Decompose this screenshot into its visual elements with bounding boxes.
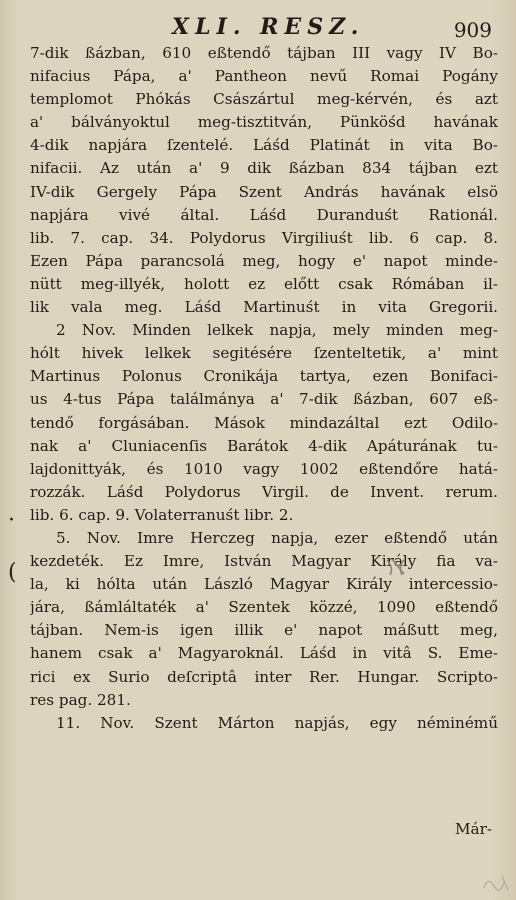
ink-scribble-icon bbox=[384, 556, 410, 578]
text-line: IV-dik Gergely Pápa Szent András havának elsö bbox=[30, 182, 498, 201]
text-line: res pag. 281. bbox=[30, 690, 131, 709]
text-line: templomot Phókás Császártul meg-kérvén, és azt bbox=[30, 90, 498, 109]
text-line: nütt meg-illyék, holott ez előtt csak Rómában il- bbox=[30, 274, 498, 293]
text-line: hanem csak a' Magyaroknál. Láśd in vitâ S. Eme- bbox=[30, 644, 498, 663]
text-line: hólt hivek lelkek segitésére ſzenteltetik, a' mint bbox=[30, 344, 498, 363]
catchword: Már- bbox=[455, 820, 492, 838]
body-text bbox=[30, 42, 498, 735]
text-line: 2 Nov. Minden lelkek napja, mely minden meg- bbox=[56, 321, 498, 340]
text-line: tájban. Nem-is igen illik e' napot máßutt meg, bbox=[30, 621, 498, 640]
margin-bracket: ( bbox=[8, 560, 17, 585]
text-line: Ezen Pápa parancsolá meg, hogy e' napot minde- bbox=[30, 251, 498, 270]
text-line: jára, ßámláltaték a' Szentek közzé, 1090 eßtendő bbox=[30, 598, 498, 617]
text-line: Martinus Polonus Cronikája tartya, ezen Bonifaci- bbox=[30, 367, 498, 386]
running-title: XLI. RESZ. bbox=[172, 14, 365, 40]
text-line: rici ex Surio deſcriptâ inter Rer. Hungar. Scripto- bbox=[30, 667, 498, 686]
text-line: nifacii. Az után a' 9 dik ßázban 834 tájban ezt bbox=[30, 159, 498, 178]
text-line: nifacius Pápa, a' Pantheon nevű Romai Pogány bbox=[30, 67, 498, 86]
text-line: lib. 7. cap. 34. Polydorus Virgiliuśt lib. 6 cap. 8. bbox=[30, 228, 498, 247]
text-line: tendő forgásában. Mások mindazáltal ezt Odilo- bbox=[30, 413, 498, 432]
text-line: lik vala meg. Láśd Martinuśt in vita Gregorii. bbox=[30, 298, 498, 317]
text-line: napjára vivé által. Láśd Duranduśt Rationál. bbox=[30, 205, 498, 224]
page-header bbox=[0, 14, 516, 44]
text-line: 5. Nov. Imre Herczeg napja, ezer eßtendő után bbox=[56, 528, 498, 547]
margin-dot: · bbox=[8, 508, 15, 533]
text-line: kezdeték. Ez Imre, István Magyar Király fia va- bbox=[30, 552, 498, 571]
page-number: 909 bbox=[453, 18, 492, 42]
pencil-annotation-icon bbox=[480, 870, 512, 894]
text-line: rozzák. Láśd Polydorus Virgil. de Invent. rerum. bbox=[30, 482, 498, 501]
text-line: nak a' Cluniacenſis Barátok 4-dik Apáturának tu- bbox=[30, 436, 498, 455]
text-line: 4-dik napjára ſzentelé. Láśd Platinát in vita Bo- bbox=[30, 136, 498, 155]
text-line: la, ki hólta után László Magyar Király intercessio- bbox=[30, 575, 498, 594]
text-line: lib. 6. cap. 9. Volaterranuśt libr. 2. bbox=[30, 505, 294, 524]
text-line: 11. Nov. Szent Márton napjás, egy néminémű bbox=[56, 713, 498, 732]
text-line: 7-dik ßázban, 610 eßtendő tájban III vagy IV Bo- bbox=[30, 44, 498, 62]
text-line: us 4-tus Pápa találmánya a' 7-dik ßázban, 607 eß- bbox=[30, 390, 498, 409]
text-line: a' bálványoktul meg-tisztitván, Pünköśd havának bbox=[30, 113, 498, 132]
text-line: lajdonittyák, és 1010 vagy 1002 eßtendőre hatá- bbox=[30, 459, 498, 478]
